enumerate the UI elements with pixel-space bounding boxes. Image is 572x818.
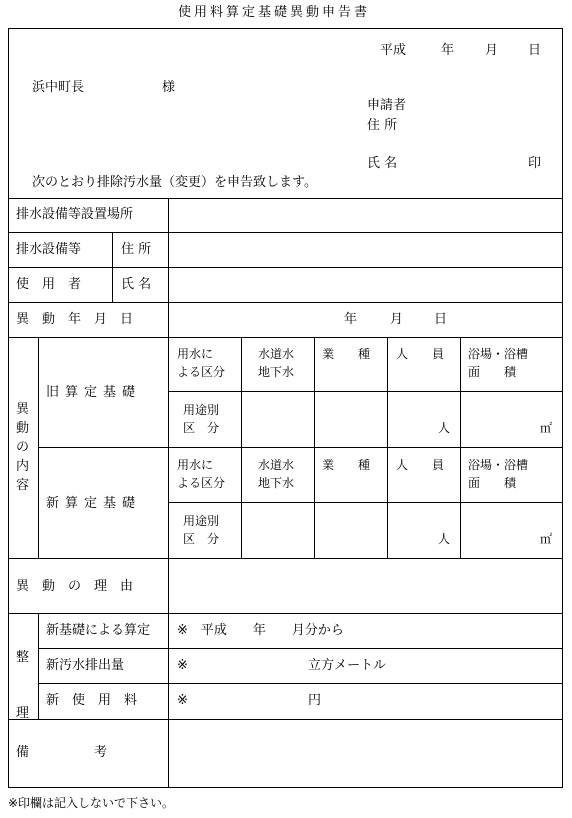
change-contents-label: 異動の内容	[16, 402, 30, 493]
user-name-label: 氏 名	[121, 277, 152, 292]
new-water-l1: 水道水	[258, 458, 295, 472]
old-industry: 業 種	[322, 347, 371, 361]
old-water-l2: 地下水	[258, 365, 295, 379]
statement: 次のとおり排除汚水量（変更）を申告致します。	[32, 175, 317, 190]
new-purpose-l2: 区 分	[183, 532, 220, 546]
new-area-unit: ㎡	[540, 532, 553, 546]
line-new-subrow	[168, 502, 563, 503]
header-era: 平成	[380, 43, 407, 58]
old-purpose-l2: 区 分	[183, 421, 220, 435]
line-old-new-divider	[38, 447, 563, 448]
form-frame	[8, 28, 563, 788]
addressee-sama: 様	[162, 80, 176, 95]
location-label: 排水設備等設置場所	[16, 207, 134, 222]
line-adjust-1	[38, 648, 563, 649]
line-contents-left	[38, 337, 39, 558]
line-header-bottom	[8, 198, 563, 199]
change-date-day: 日	[434, 312, 448, 327]
adjust-row1-label: 新基礎による算定	[46, 623, 151, 638]
old-person-unit: 人	[438, 421, 451, 435]
old-basis-label: 旧算定基礎	[46, 385, 142, 400]
line-adjust-left	[38, 613, 39, 719]
line-old-subrow	[168, 391, 563, 392]
change-date-label: 異 動 年 月 日	[16, 312, 134, 327]
form-title: 使用料算定基礎異動申告書	[178, 5, 371, 20]
new-bath-l1: 浴場・浴槽	[468, 458, 529, 472]
line-user-sublabel	[112, 232, 113, 302]
new-staff: 人 員	[396, 458, 445, 472]
line-address-bottom	[8, 267, 563, 268]
line-col-2	[314, 337, 315, 558]
line-col-4	[460, 337, 461, 558]
reason-label: 異 動 の 理 由	[16, 579, 134, 594]
line-adjust-2	[38, 683, 563, 684]
adjust-row2-mark: ※	[177, 658, 188, 673]
line-date-bottom	[8, 337, 563, 338]
line-label-column	[168, 198, 169, 788]
applicant-name-label: 氏 名	[367, 156, 398, 171]
old-use-type-l2: よる区分	[177, 365, 226, 379]
applicant-address-label: 住 所	[367, 118, 398, 133]
adjust-row2-unit: 立方メートル	[308, 658, 387, 673]
header-month: 月	[485, 43, 499, 58]
new-bath-l2: 面 積	[468, 476, 517, 490]
old-use-type-l1: 用水に	[177, 347, 214, 361]
change-date-year: 年	[344, 312, 358, 327]
line-adjust-bottom	[8, 719, 563, 720]
footnote: ※印欄は記入しないで下さい。	[8, 796, 175, 810]
adjust-row1-value: ※ 平成 年 月分から	[177, 623, 344, 638]
remarks-label: 備 考	[16, 745, 108, 760]
user-address-label: 住 所	[121, 242, 152, 257]
line-contents-bottom	[8, 558, 563, 559]
seal-mark: 印	[528, 156, 542, 171]
old-area-unit: ㎡	[540, 421, 553, 435]
line-location-bottom	[8, 232, 563, 233]
user-label-line1: 排水設備等	[16, 242, 82, 257]
adjust-row3-unit: 円	[308, 693, 322, 708]
header-year: 年	[441, 43, 455, 58]
applicant-label: 申請者	[367, 98, 407, 113]
old-bath-l2: 面 積	[468, 365, 517, 379]
old-bath-l1: 浴場・浴槽	[468, 347, 529, 361]
new-water-l2: 地下水	[258, 476, 295, 490]
new-person-unit: 人	[438, 532, 451, 546]
adjust-row3-mark: ※	[177, 693, 188, 708]
new-use-type-l2: よる区分	[177, 476, 226, 490]
adjust-row2-label: 新汚水排出量	[46, 658, 125, 673]
line-col-3	[387, 337, 388, 558]
line-reason-bottom	[8, 613, 563, 614]
addressee: 浜中町長	[32, 80, 85, 95]
user-label-line2: 使 用 者	[16, 277, 82, 292]
old-water-l1: 水道水	[258, 347, 295, 361]
adjust-row3-label: 新 使 用 料	[46, 693, 138, 708]
old-staff: 人 員	[396, 347, 445, 361]
header-day: 日	[528, 43, 542, 58]
new-use-type-l1: 用水に	[177, 458, 214, 472]
adjust-label: 整理	[16, 650, 30, 721]
change-date-month: 月	[390, 312, 404, 327]
new-purpose-l1: 用途別	[183, 514, 220, 528]
line-name-bottom	[8, 302, 563, 303]
new-basis-label: 新算定基礎	[46, 496, 142, 511]
new-industry: 業 種	[322, 458, 371, 472]
line-col-1	[241, 337, 242, 558]
old-purpose-l1: 用途別	[183, 403, 220, 417]
